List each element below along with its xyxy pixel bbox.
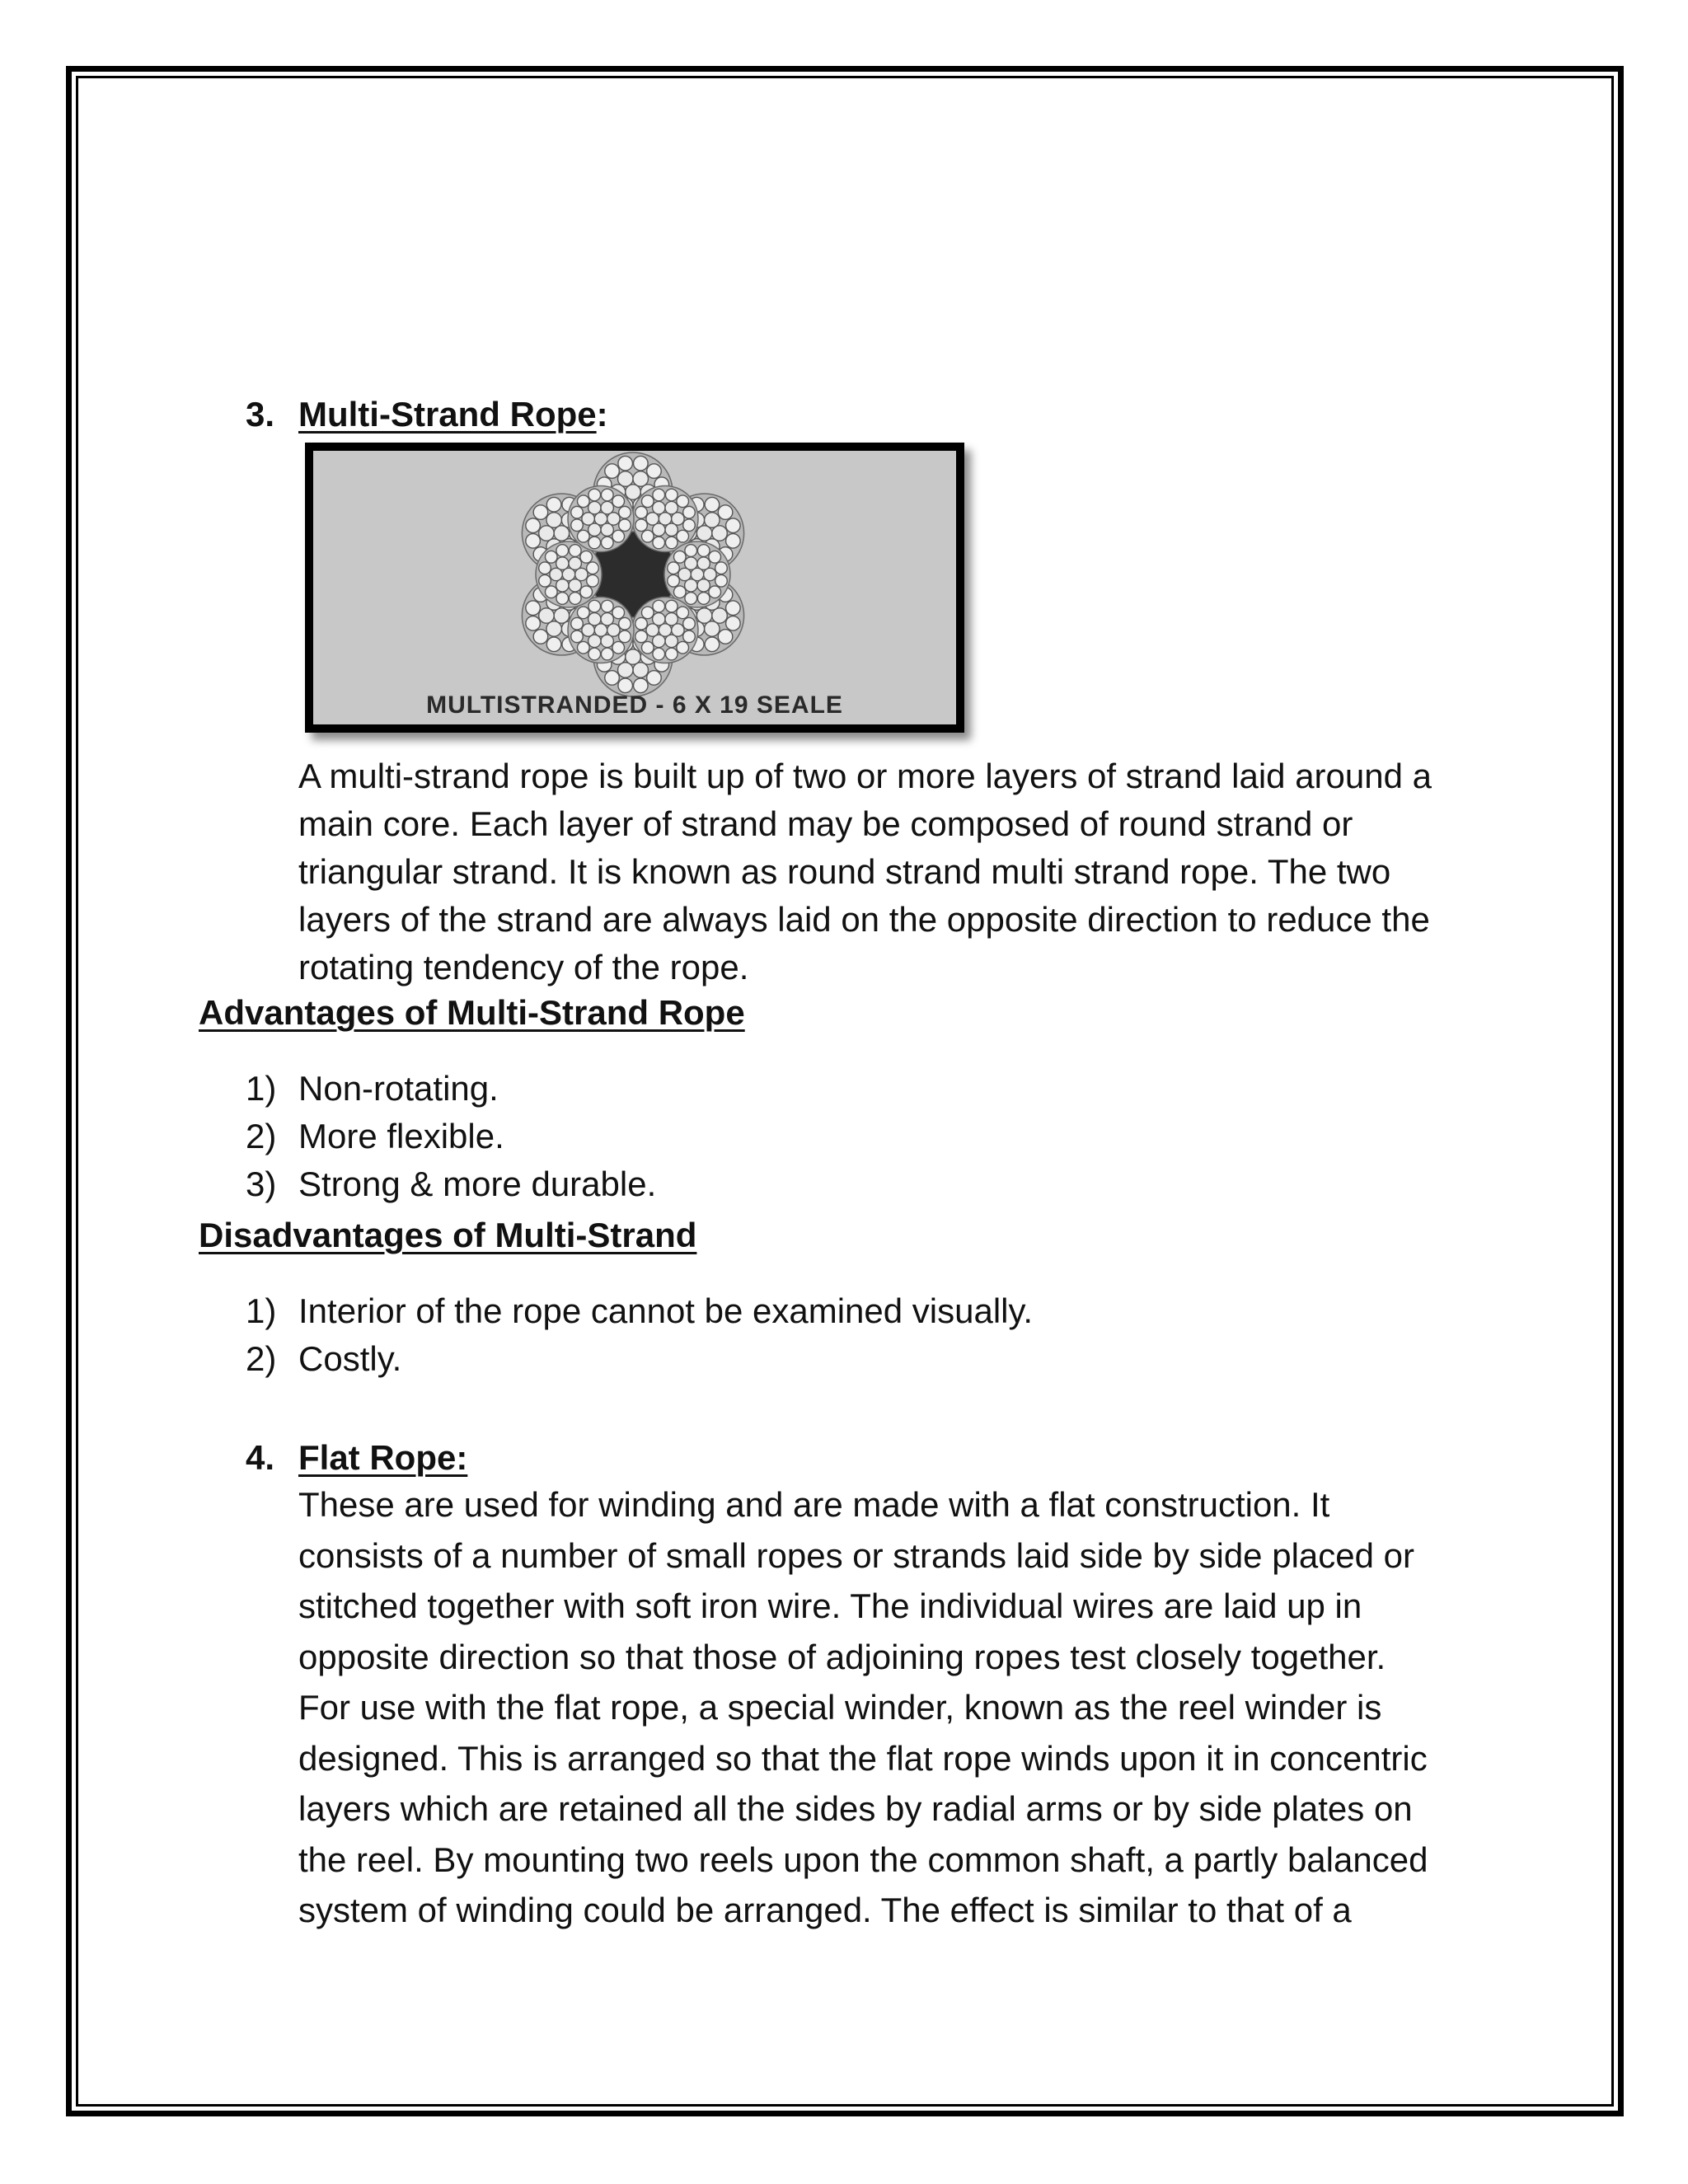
rope-wire <box>653 613 665 626</box>
rope-wire <box>709 551 721 563</box>
rope-wire <box>641 641 654 654</box>
rope-wire <box>526 534 541 549</box>
section-3-number: 3. <box>246 395 275 434</box>
paragraph-line: stitched together with soft iron wire. The individual wires are laid up in <box>298 1586 1362 1625</box>
rope-wire <box>715 574 728 587</box>
rope-wire <box>641 530 654 542</box>
rope-wire <box>653 489 665 501</box>
rope-wire <box>633 663 648 677</box>
rope-wire <box>577 530 589 542</box>
rope-wire <box>612 495 625 508</box>
rope-wire <box>577 495 589 508</box>
rope-wire <box>601 648 613 660</box>
paragraph-line: layers which are retained all the sides by radial arms or by side plates on <box>298 1789 1413 1828</box>
rope-wire <box>569 593 581 605</box>
advantages-heading: Advantages of Multi-Strand Rope <box>199 993 745 1032</box>
rope-cross-section-image <box>313 451 956 724</box>
rope-wire <box>619 506 631 518</box>
rope-wire <box>580 551 593 563</box>
rope-wire <box>673 586 686 598</box>
rope-wire <box>588 613 601 626</box>
rope-wire <box>668 562 680 574</box>
rope-wire <box>634 678 649 693</box>
paragraph-line: consists of a number of small ropes or strands laid side by side placed or <box>298 1535 1414 1575</box>
advantages-item-text: More flexible. <box>298 1117 504 1155</box>
rope-wire <box>588 489 601 501</box>
rope-wire <box>539 562 551 574</box>
rope-wire <box>619 617 631 630</box>
rope-wire <box>726 518 741 533</box>
disadvantages-item-text: Interior of the rope cannot be examined visually. <box>298 1291 1034 1330</box>
rope-wire <box>556 545 569 557</box>
rope-wire <box>601 613 613 626</box>
rope-wire <box>726 616 741 631</box>
rope-wire <box>709 586 721 598</box>
section-4-paragraph <box>298 1479 1492 1936</box>
rope-wire <box>665 635 678 647</box>
rope-wire <box>545 551 557 563</box>
advantages-item-num: 2) <box>246 1117 277 1155</box>
rope-wire <box>634 456 649 471</box>
rope-wire <box>677 607 689 619</box>
paragraph-line: system of winding could be arranged. The effect is similar to that of a <box>298 1891 1352 1929</box>
rope-wire <box>546 497 561 512</box>
rope-wire <box>697 593 710 605</box>
rope-wire <box>601 600 613 612</box>
rope-wire <box>641 495 654 508</box>
rope-wire <box>715 562 728 574</box>
rope-wire <box>705 621 720 636</box>
rope-wire <box>526 518 541 533</box>
rope-wire <box>683 506 696 518</box>
rope-wire <box>612 607 625 619</box>
disadvantages-item-num: 1) <box>246 1291 277 1330</box>
rope-wire <box>683 519 696 532</box>
rope-wire <box>697 557 710 569</box>
disadvantages-heading: Disadvantages of Multi-Strand <box>199 1216 697 1254</box>
section-3-colon: : <box>596 395 608 434</box>
section-4-title: Flat Rope: <box>298 1438 468 1477</box>
section-4-number: 4. <box>246 1438 275 1477</box>
rope-wire <box>705 497 720 512</box>
paragraph-line: triangular strand. It is known as round strand multi strand rope. The two <box>298 852 1391 891</box>
rope-wire <box>697 545 710 557</box>
rope-wire <box>605 671 620 686</box>
rope-wire <box>619 630 631 643</box>
rope-wire <box>618 471 633 486</box>
rope-wire <box>539 574 551 587</box>
paragraph-line: These are used for winding and are made with a flat construction. It <box>298 1485 1330 1524</box>
rope-wire <box>545 586 557 598</box>
advantages-item-text: Non-rotating. <box>298 1069 499 1108</box>
rope-wire <box>601 489 613 501</box>
rope-wire <box>653 600 665 612</box>
rope-wire <box>665 537 678 549</box>
rope-wire <box>677 495 689 508</box>
rope-wire <box>618 456 633 471</box>
rope-wire <box>685 593 697 605</box>
disadvantages-item-text: Costly. <box>298 1339 402 1378</box>
rope-wire <box>601 523 613 536</box>
section-3-paragraph <box>298 752 1492 991</box>
rope-wire <box>635 617 648 630</box>
rope-wire <box>533 630 548 644</box>
section-3-title: Multi-Strand Rope <box>298 395 597 434</box>
paragraph-line: For use with the flat rope, a special winder, known as the reel winder is <box>298 1688 1382 1727</box>
advantages-item-num: 1) <box>246 1069 277 1108</box>
rope-wire <box>588 600 601 612</box>
rope-wire <box>697 579 710 592</box>
rope-wire <box>577 607 589 619</box>
rope-wire <box>588 501 601 513</box>
rope-wire <box>685 557 697 569</box>
rope-wire <box>635 506 648 518</box>
figure-caption: MULTISTRANDED - 6 X 19 SEALE <box>426 691 843 719</box>
rope-wire <box>635 630 648 643</box>
rope-wire <box>556 557 569 569</box>
rope-wire <box>653 648 665 660</box>
rope-wire <box>718 505 733 520</box>
rope-wire <box>633 471 648 486</box>
rope-wire <box>673 551 686 563</box>
section-3-heading <box>298 391 608 438</box>
rope-wire <box>612 530 625 542</box>
rope-wire <box>619 519 631 532</box>
rope-wire <box>726 534 741 549</box>
rope-wire <box>526 601 541 616</box>
rope-wire <box>571 506 584 518</box>
rope-wire <box>526 616 541 631</box>
rope-wire <box>580 586 593 598</box>
rope-wire <box>571 519 584 532</box>
paragraph-line: main core. Each layer of strand may be composed of round strand or <box>298 804 1353 843</box>
rope-wire <box>571 630 584 643</box>
advantages-item-text: Strong & more durable. <box>298 1165 657 1203</box>
rope-wire <box>665 613 678 626</box>
rope-wire <box>588 537 601 549</box>
rope-wire <box>647 671 662 686</box>
rope-wire <box>569 557 581 569</box>
rope-wire <box>683 617 696 630</box>
rope-wire <box>705 637 720 652</box>
rope-wire <box>569 579 581 592</box>
rope-wire <box>665 501 678 513</box>
paragraph-line: the reel. By mounting two reels upon the common shaft, a partly balanced <box>298 1840 1428 1879</box>
advantages-item-num: 3) <box>246 1165 277 1203</box>
rope-wire <box>705 513 720 527</box>
rope-wire <box>556 593 569 605</box>
rope-wire <box>718 630 733 644</box>
disadvantages-item-num: 2) <box>246 1339 277 1378</box>
paragraph-line: opposite direction so that those of adjoining ropes test closely together. <box>298 1637 1386 1676</box>
paragraph-line: designed. This is arranged so that the flat rope winds upon it in concentric <box>298 1738 1428 1778</box>
rope-wire <box>612 641 625 654</box>
rope-wire <box>668 574 680 587</box>
rope-wire <box>571 617 584 630</box>
rope-wire <box>685 545 697 557</box>
paragraph-line: rotating tendency of the rope. <box>298 948 749 987</box>
rope-wire <box>641 607 654 619</box>
rope-wire <box>569 545 581 557</box>
rope-wire <box>653 501 665 513</box>
rope-wire <box>653 537 665 549</box>
paragraph-line: layers of the strand are always laid on the opposite direction to reduce the <box>298 900 1430 939</box>
rope-wire <box>533 505 548 520</box>
rope-wire <box>635 519 648 532</box>
rope-wire <box>677 641 689 654</box>
rope-wire <box>601 537 613 549</box>
rope-wire <box>577 641 589 654</box>
paragraph-line: A multi-strand rope is built up of two or more layers of strand laid around a <box>298 757 1432 795</box>
rope-wire <box>647 464 662 479</box>
rope-wire <box>546 637 561 652</box>
rope-cross-section-figure <box>305 443 964 733</box>
rope-wire <box>665 648 678 660</box>
rope-wire <box>587 574 599 587</box>
rope-wire <box>588 648 601 660</box>
rope-wire <box>587 562 599 574</box>
rope-wire <box>683 630 696 643</box>
rope-wire <box>665 523 678 536</box>
rope-wire <box>665 489 678 501</box>
rope-wire <box>601 501 613 513</box>
rope-wire <box>677 530 689 542</box>
rope-wire <box>601 635 613 647</box>
rope-wire <box>605 464 620 479</box>
rope-wire <box>546 513 561 527</box>
rope-wire <box>618 678 633 693</box>
rope-wire <box>726 601 741 616</box>
rope-wire <box>665 600 678 612</box>
